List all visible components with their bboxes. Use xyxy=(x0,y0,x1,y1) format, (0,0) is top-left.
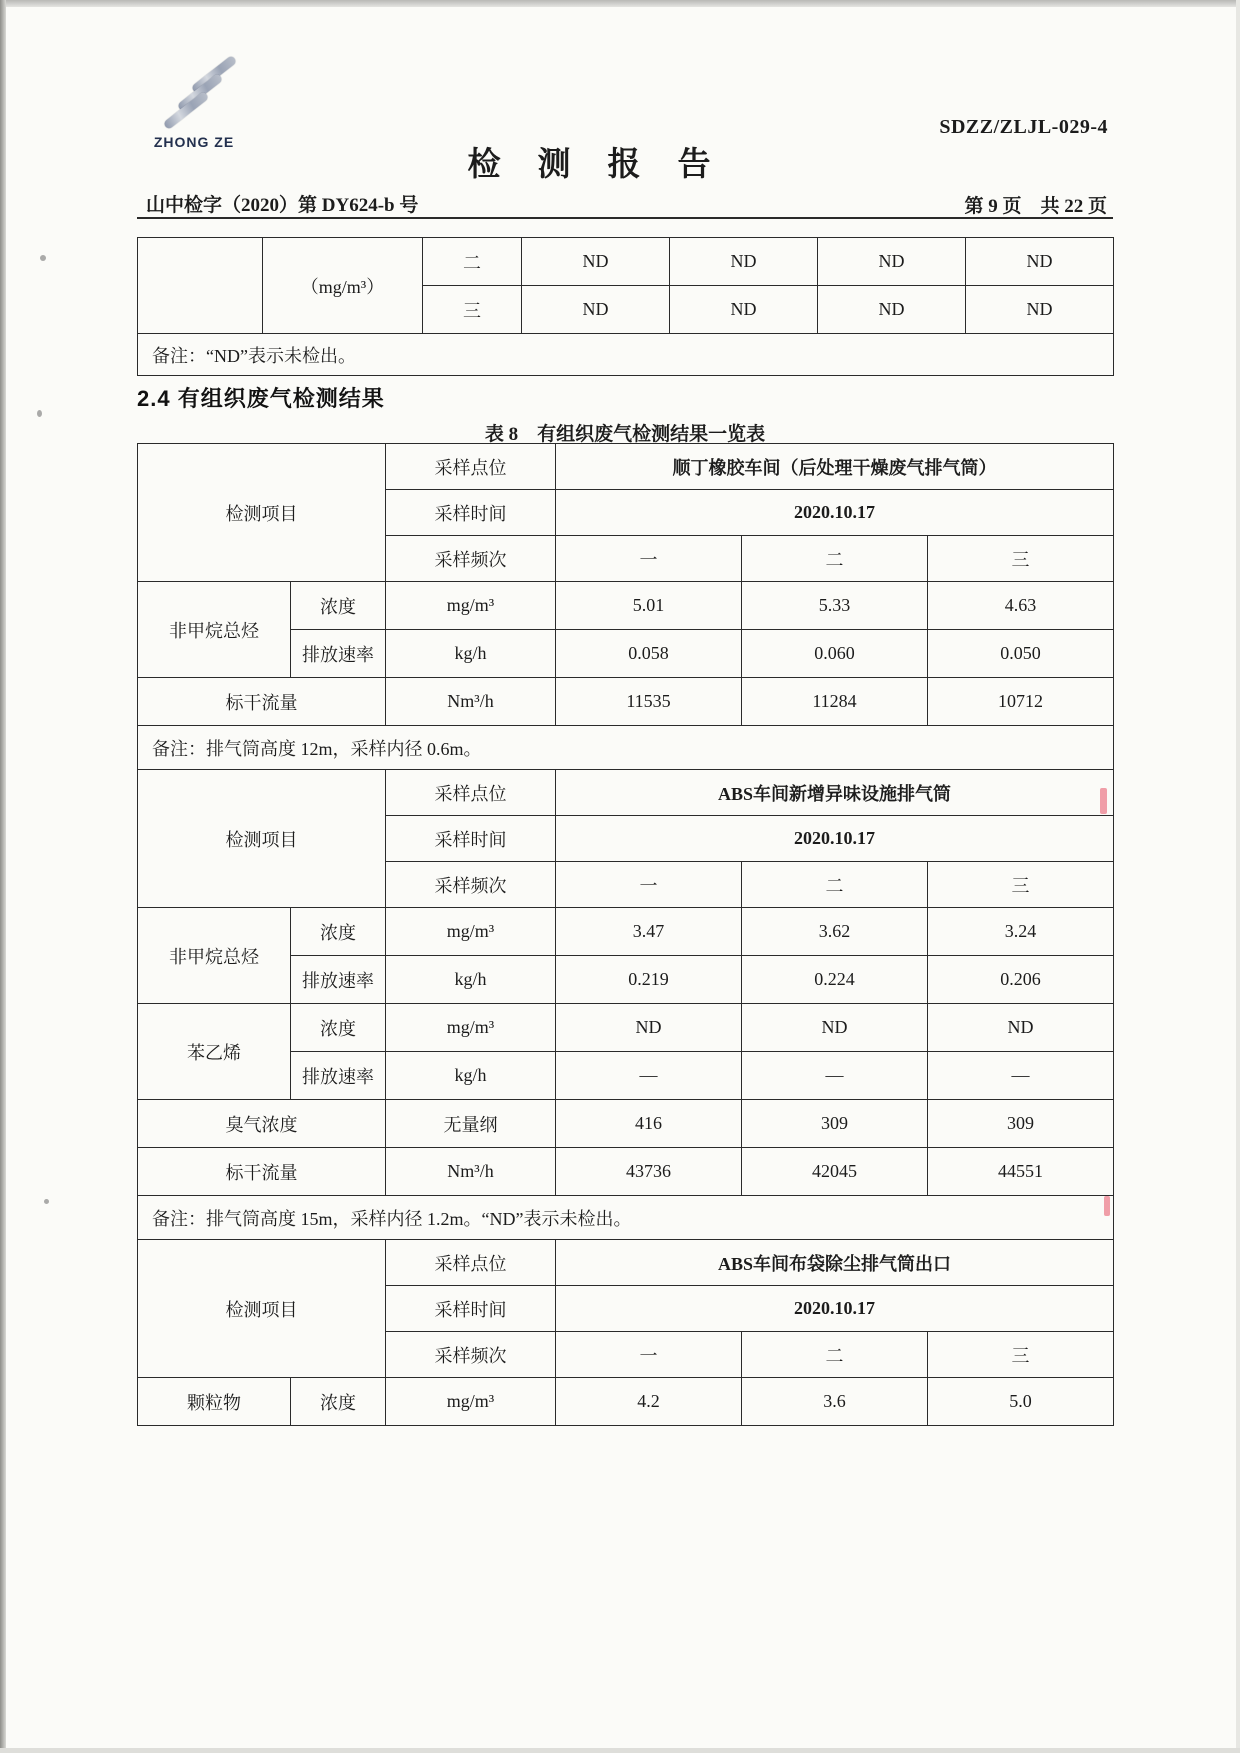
unit-cell: Nm³/h xyxy=(386,678,556,726)
value-cell: 0.206 xyxy=(928,956,1114,1004)
unit-cell: kg/h xyxy=(386,956,556,1004)
scan-edge-right xyxy=(1236,0,1240,1753)
table-row xyxy=(138,1378,1114,1426)
value-cell: 11535 xyxy=(556,678,742,726)
unit-cell: （mg/m³） xyxy=(263,238,423,334)
value-cell: 0.219 xyxy=(556,956,742,1004)
value-cell: 0.050 xyxy=(928,630,1114,678)
table-8 xyxy=(137,443,1114,1426)
table-row xyxy=(138,770,1114,816)
value-cell: 3.47 xyxy=(556,908,742,956)
table-row xyxy=(138,238,1114,286)
table-row xyxy=(138,334,1114,376)
document-code: SDZZ/ZLJL-029-4 xyxy=(939,116,1108,138)
time-value: 2020.10.17 xyxy=(556,1286,1114,1332)
unit-cell: mg/m³ xyxy=(386,1378,556,1426)
param-sub: 浓度 xyxy=(291,582,386,630)
table-row xyxy=(138,1100,1114,1148)
point-value: 顺丁橡胶车间（后处理干燥废气排气筒） xyxy=(556,444,1114,490)
item-label: 检测项目 xyxy=(138,770,386,908)
value-cell: — xyxy=(928,1052,1114,1100)
value-cell: 0.224 xyxy=(742,956,928,1004)
table-row xyxy=(138,726,1114,770)
report-title: 检 测 报 告 xyxy=(467,147,713,183)
unit-cell: kg/h xyxy=(386,630,556,678)
param-group: 颗粒物 xyxy=(138,1378,291,1426)
value-cell: 3.62 xyxy=(742,908,928,956)
unit-cell: 无量纲 xyxy=(386,1100,556,1148)
table-caption: 表 8 有组织废气检测结果一览表 xyxy=(484,424,766,445)
freq-label: 采样频次 xyxy=(386,1332,556,1378)
param-sub: 浓度 xyxy=(291,1004,386,1052)
freq-cell: 二 xyxy=(742,862,928,908)
param-group: 苯乙烯 xyxy=(138,1004,291,1100)
freq-cell: 三 xyxy=(928,536,1114,582)
unit-cell: Nm³/h xyxy=(386,1148,556,1196)
param-group: 标干流量 xyxy=(138,1148,386,1196)
unit-cell: mg/m³ xyxy=(386,908,556,956)
value-cell: 42045 xyxy=(742,1148,928,1196)
value-cell: ND xyxy=(522,238,670,286)
header-rule xyxy=(137,217,1113,219)
scan-speck xyxy=(40,255,46,261)
unit-cell: mg/m³ xyxy=(386,582,556,630)
table-row xyxy=(138,582,1114,630)
param-group: 非甲烷总烃 xyxy=(138,908,291,1004)
value-cell: ND xyxy=(670,286,818,334)
value-cell: ND xyxy=(818,286,966,334)
scan-edge-bottom xyxy=(0,1748,1240,1753)
table-row xyxy=(138,908,1114,956)
value-cell: 5.33 xyxy=(742,582,928,630)
point-value: ABS车间新增异味设施排气筒 xyxy=(556,770,1114,816)
unit-cell: kg/h xyxy=(386,1052,556,1100)
item-label: 检测项目 xyxy=(138,1240,386,1378)
scan-speck xyxy=(37,410,42,417)
time-value: 2020.10.17 xyxy=(556,490,1114,536)
carryover-table xyxy=(137,237,1114,376)
table-row xyxy=(138,678,1114,726)
param-group: 标干流量 xyxy=(138,678,386,726)
value-cell: ND xyxy=(818,238,966,286)
value-cell: ND xyxy=(670,238,818,286)
point-label: 采样点位 xyxy=(386,444,556,490)
value-cell: 11284 xyxy=(742,678,928,726)
unit-cell: mg/m³ xyxy=(386,1004,556,1052)
point-value: ABS车间布袋除尘排气筒出口 xyxy=(556,1240,1114,1286)
value-cell: 4.2 xyxy=(556,1378,742,1426)
table-row xyxy=(138,444,1114,490)
value-cell: 3.6 xyxy=(742,1378,928,1426)
logo-bars-icon xyxy=(146,62,256,126)
value-cell: 309 xyxy=(742,1100,928,1148)
scan-edge-left xyxy=(0,0,6,1753)
param-sub: 排放速率 xyxy=(291,956,386,1004)
point-label: 采样点位 xyxy=(386,1240,556,1286)
time-label: 采样时间 xyxy=(386,816,556,862)
value-cell: ND xyxy=(742,1004,928,1052)
value-cell: — xyxy=(556,1052,742,1100)
value-cell: ND xyxy=(966,238,1114,286)
freq-cell: 三 xyxy=(928,862,1114,908)
scan-speck xyxy=(44,1199,49,1204)
table-row xyxy=(138,1004,1114,1052)
freq-cell: 三 xyxy=(928,1332,1114,1378)
param-sub: 浓度 xyxy=(291,1378,386,1426)
param-sub: 排放速率 xyxy=(291,1052,386,1100)
value-cell: 0.058 xyxy=(556,630,742,678)
value-cell: 4.63 xyxy=(928,582,1114,630)
table-row xyxy=(138,1148,1114,1196)
freq-cell: 三 xyxy=(423,286,522,334)
value-cell: 43736 xyxy=(556,1148,742,1196)
param-group: 非甲烷总烃 xyxy=(138,582,291,678)
value-cell: 44551 xyxy=(928,1148,1114,1196)
freq-cell: 二 xyxy=(423,238,522,286)
freq-cell: 二 xyxy=(742,536,928,582)
freq-cell: 一 xyxy=(556,536,742,582)
value-cell: 309 xyxy=(928,1100,1114,1148)
note-cell: 备注：“ND”表示未检出。 xyxy=(138,334,1114,376)
table-row xyxy=(138,1196,1114,1240)
freq-cell: 一 xyxy=(556,1332,742,1378)
report-number: 山中检字（2020）第 DY624-b 号 xyxy=(146,195,419,216)
time-label: 采样时间 xyxy=(386,1286,556,1332)
note-cell: 备注：排气筒高度 15m，采样内径 1.2m。“ND”表示未检出。 xyxy=(138,1196,1114,1240)
time-label: 采样时间 xyxy=(386,490,556,536)
param-sub: 排放速率 xyxy=(291,630,386,678)
time-value: 2020.10.17 xyxy=(556,816,1114,862)
value-cell: 416 xyxy=(556,1100,742,1148)
table-row xyxy=(138,1240,1114,1286)
point-label: 采样点位 xyxy=(386,770,556,816)
value-cell: — xyxy=(742,1052,928,1100)
value-cell: ND xyxy=(928,1004,1114,1052)
freq-label: 采样频次 xyxy=(386,536,556,582)
freq-label: 采样频次 xyxy=(386,862,556,908)
item-cell-blank xyxy=(138,238,263,334)
value-cell: 0.060 xyxy=(742,630,928,678)
freq-cell: 二 xyxy=(742,1332,928,1378)
value-cell: 5.01 xyxy=(556,582,742,630)
item-label: 检测项目 xyxy=(138,444,386,582)
logo-text: ZHONG ZE xyxy=(153,134,235,150)
value-cell: ND xyxy=(522,286,670,334)
value-cell: 10712 xyxy=(928,678,1114,726)
param-sub: 浓度 xyxy=(291,908,386,956)
value-cell: 5.0 xyxy=(928,1378,1114,1426)
param-group: 臭气浓度 xyxy=(138,1100,386,1148)
section-heading: 2.4 有组织废气检测结果 xyxy=(137,386,385,411)
value-cell: 3.24 xyxy=(928,908,1114,956)
freq-cell: 一 xyxy=(556,862,742,908)
value-cell: ND xyxy=(556,1004,742,1052)
value-cell: ND xyxy=(966,286,1114,334)
page-number: 第 9 页 共 22 页 xyxy=(964,196,1107,217)
note-cell: 备注：排气筒高度 12m，采样内径 0.6m。 xyxy=(138,726,1114,770)
scan-edge-top xyxy=(0,0,1240,7)
